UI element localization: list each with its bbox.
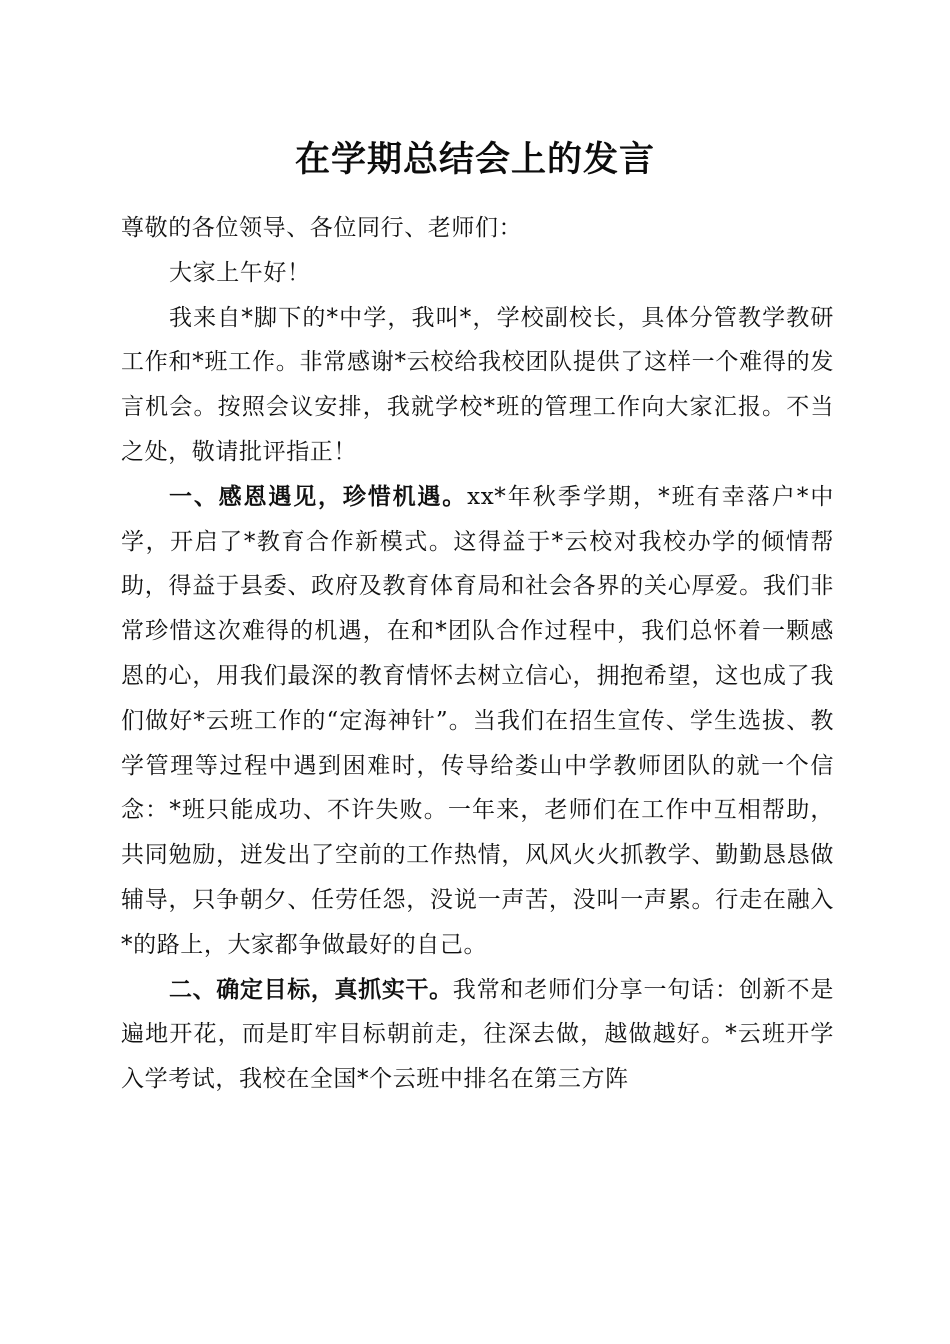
intro-paragraph: 我来自*脚下的*中学，我叫*，学校副校长，具体分管教学教研工作和*班工作。非常感谢*云校给我校团队提供了这样一个难得的发言机会。按照会议安排，我就学校*班的管理工作向大家汇报。不当之处，敬请批评指正！ (121, 304, 834, 465)
section-2-paragraph (121, 968, 834, 1102)
section-1-text: xx*年秋季学期，*班有幸落户*中学，开启了*教育合作新模式。这得益于*云校对我校办学的倾情帮助，得益于县委、政府及教育体育局和社会各界的关心厚爱。我们非常珍惜这次难得的机遇，在和*团队合作过程中，我们总怀着一颗感恩的心，用我们最深的教育情怀去树立信心，拥抱希望，这也成了我们做好*云班工作的“定海神针”。当我们在招生宣传、学生选拔、教学管理等过程中遇到困难时，传导给娄山中学教师团队的就一个信念：*班只能成功、不许失败。一年来，老师们在工作中互相帮助，共同勉励，迸发出了空前的工作热情，风风火火抓教学、勤勤恳恳做辅导，只争朝夕、任劳任怨，没说一声苦，没叫一声累。行走在融入*的路上，大家都争做最好的自己。 (121, 483, 834, 958)
document-title: 在学期总结会上的发言 (294, 139, 655, 180)
section-1-paragraph (121, 475, 834, 968)
salutation-line: 尊敬的各位领导、各位同行、老师们： (121, 215, 523, 241)
section-2-heading: 二、确定目标，真抓实干。 (169, 976, 453, 1003)
section-1-heading: 一、感恩遇见，珍惜机遇。 (169, 483, 468, 510)
section-2-text: 我常和老师们分享一句话：创新不是遍地开花，而是盯牢目标朝前走，往深去做，越做越好。*云班开学入学考试，我校在全国*个云班中排名在第三方阵 (121, 976, 834, 1093)
document-body (121, 206, 834, 1102)
greeting-line: 大家上午好！ (169, 259, 311, 286)
